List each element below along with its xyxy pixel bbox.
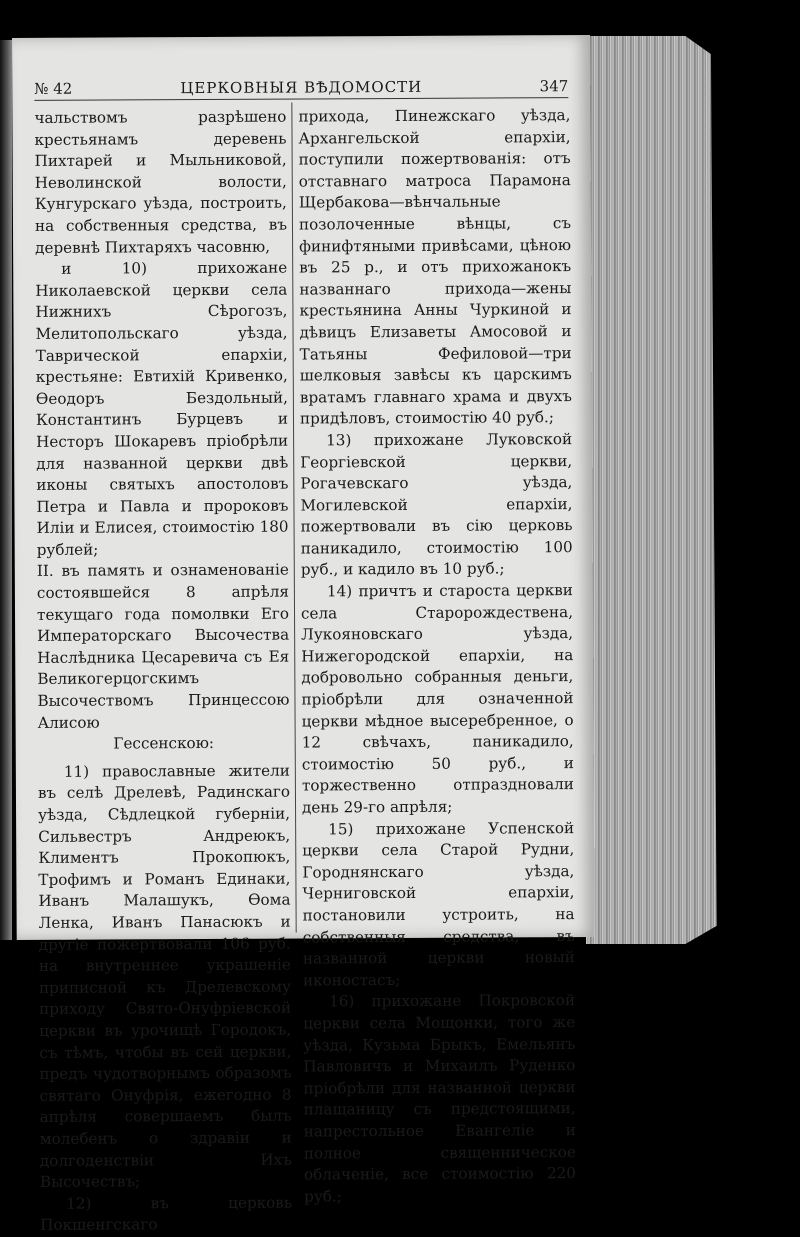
- book-left-edge: [0, 40, 12, 940]
- issue-number: № 42: [34, 79, 73, 98]
- paragraph: 11) православные жители въ селѣ Дрелевѣ, Радинскаго уѣзда, Сѣдлецкой губерніи, Сильвестръ Андреюкъ, Климентъ Прокопюкъ, Трофимъ и Романъ Единаки, Иванъ Малашукъ, Ѳома Ленка, Иванъ Панасюкъ и другіе пожертвовали 106 руб. на внутреннее украшеніе приписной къ Дрелевскому приходу Свято-Онуфріевской церкви въ урочищѣ Городокъ, съ тѣмъ, чтобы въ сей церкви, предъ чудотворнымъ образомъ святаго Онуфрія, ежегодно 8 апрѣля совершаемъ былъ молебенъ о здравіи и долгоденствіи Ихъ Высочествъ;: [37, 761, 292, 1191]
- paragraph: 13) прихожане Луковской Георгіевской церкви, Рогачевскаго уѣзда, Могилевской епархіи, пожертвовали въ сію церковь паникадило, стоимостію 100 руб., и кадило въ 10 руб.;: [300, 429, 573, 579]
- journal-title: ЦЕРКОВНЫЯ ВѢДОМОСТИ: [180, 77, 423, 98]
- paragraph: 16) прихожане Покровской церкви села Мощонки, того же уѣзда, Кузьма Брыкъ, Емельянъ Павловичъ и Михаилъ Руденко пріобрѣли для названной церкви плащаницу съ предстоящими, напрестольное Евангеліе и полное священническое облаченіе, все стоимостію 220 руб.;: [303, 991, 576, 1206]
- paragraph: 12) въ церковь Покшенгскаго: [40, 1193, 293, 1235]
- paragraph: чальствомъ разрѣшено крестьянамъ деревень Пихтарей и Мыльниковой, Неволинской волости, Кунгурскаго уѣзда, построить, на собственныя средства, въ деревнѣ Пихтаряхъ часовню,: [34, 107, 288, 257]
- paragraph: прихода, Пинежскаго уѣзда, Архангельской епархіи, поступили пожертвованія: отъ отставнаго матроса Парамона Щербакова—вѣнчальные позолоченные вѣнцы, съ финифтяными привѣсами, цѣною въ 25 р., и отъ прихожанокъ названнаго прихода—жены крестьянина Анны Чуркиной и дѣвицъ Елизаветы Амосовой и Татьяны Фефиловой—три шелковыя завѣсы къ царскимъ вратамъ главнаго храма и двухъ придѣловъ, стоимостію 40 руб.;: [298, 106, 572, 428]
- left-column: [34, 107, 292, 1237]
- section-heading: II. въ память и ознаменованіе состоявшейся 8 апрѣля текущаго года помолвки Его Императорскаго Высочества Наслѣдника Цесаревича съ Ея Великогерцогскимъ Высочествомъ Принцессою Алисою: [36, 561, 290, 732]
- running-header: [34, 75, 568, 101]
- section-heading-end: Гессенскою:: [113, 734, 215, 753]
- page-number: 347: [539, 77, 569, 96]
- right-column: [298, 105, 576, 1208]
- column-divider: [291, 103, 296, 933]
- paragraph: и 10) прихожане Николаевской церкви села Нижнихъ Сѣрогозъ, Мелитопольскаго уѣзда, Таврической епархіи, крестьяне: Евтихій Кривенко, Ѳеодоръ Бездольный, Константинъ Бурцевъ и Несторъ Шокаревъ пріобрѣли для названной церкви двѣ иконы святыхъ апостоловъ Петра и Павла и пророковъ Иліи и Елисея, стоимостію 180 рублей;: [35, 258, 289, 559]
- book-page: [12, 35, 595, 1235]
- page-edges: [586, 36, 728, 944]
- paragraph: 15) прихожане Успенской церкви села Старой Рудни, Городнянскаго уѣзда, Черниговской епархіи, постановили устроить, на собственныя средства, въ названной церкви новый иконостасъ;: [302, 818, 575, 990]
- paragraph: 14) причтъ и староста церкви села Старорождествена, Лукояновскаго уѣзда, Нижегородской епархіи, на добровольно собранныя деньги, пріобрѣли для означенной церкви мѣдное высеребренное, о 12 свѣчахъ, паникадило, стоимостію 50 руб., и торжественно отпраздновали день 29-го апрѣля;: [300, 581, 574, 817]
